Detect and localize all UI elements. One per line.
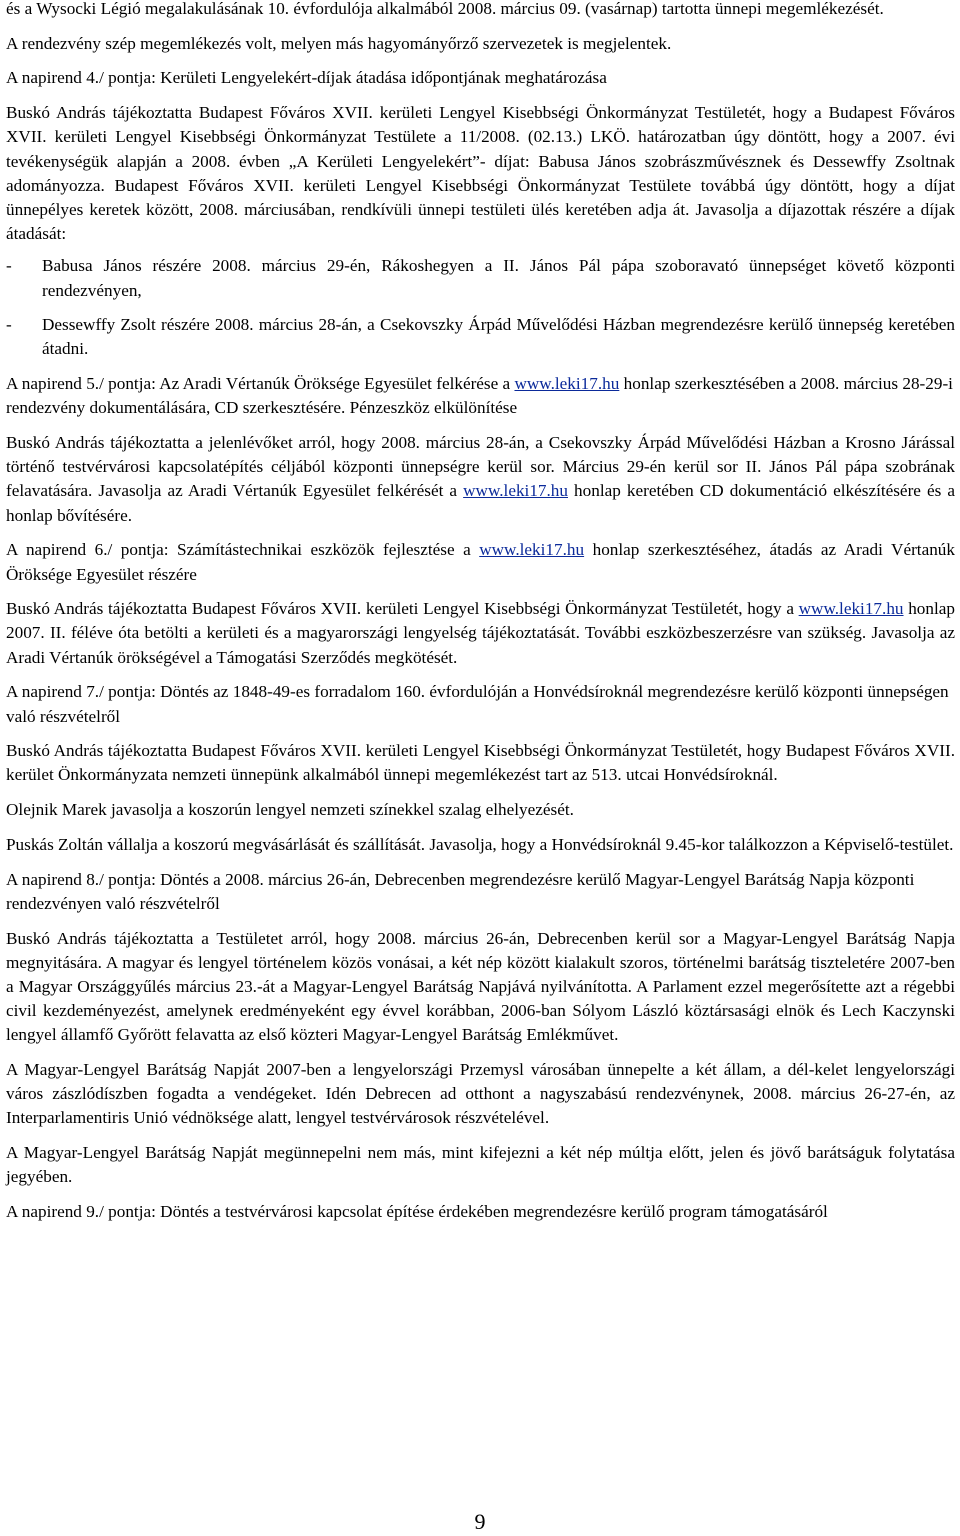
- agenda-item-4-heading: A napirend 4./ pontja: Kerületi Lengyelekért-díjak átadása időpontjának meghatározása: [6, 68, 607, 88]
- leki17-link[interactable]: www.leki17.hu: [514, 374, 620, 394]
- agenda-item-8-heading: A napirend 8./ pontja: Döntés a 2008. március 26-án, Debrecenben megrendezésre kerülő Magyar-Lengyel Barátság Napja központi rendezvényen való részvételről: [6, 869, 915, 913]
- list-item-text: Babusa János részére 2008. március 29-én, Rákoshegyen a II. János Pál pápa szoboravató ünnepséget követő központi rendezvényen,: [42, 256, 955, 300]
- paragraph-agenda-5-body: [6, 431, 955, 528]
- paragraph-wysocki: és a Wysocki Légió megalakulásának 10. évfordulója alkalmából 2008. március 09. (vasárnap) tartotta ünnepi megemlékezését.: [6, 0, 884, 18]
- document-page: [6, 0, 955, 1235]
- agenda-item-5-heading: [6, 372, 955, 420]
- page-number: 9: [474, 1509, 486, 1534]
- leki17-link[interactable]: www.leki17.hu: [798, 599, 904, 619]
- paragraph-olejnik: Olejnik Marek javasolja a koszorún lengyel nemzeti színekkel szalag elhelyezését.: [6, 800, 574, 820]
- leki17-link[interactable]: www.leki17.hu: [479, 540, 585, 560]
- text-segment: A napirend 5./ pontja: Az Aradi Vértanúk Öröksége Egyesület felkérése a: [6, 374, 515, 394]
- paragraph-rendezveny: A rendezvény szép megemlékezés volt, melyen más hagyományőrző szervezetek is megjelentek.: [6, 33, 672, 53]
- text-segment: honlap szerkesztéséhez, átadás az Aradi Vértanúk Öröksége Egyesület részére: [6, 540, 955, 584]
- list-dash: -: [6, 315, 12, 335]
- list-dash: -: [6, 256, 12, 276]
- agenda-item-6-heading: [6, 538, 955, 586]
- text-segment: A napirend 6./ pontja: Számítástechnikai eszközök fejlesztése a: [6, 540, 480, 560]
- text-segment: Buskó András tájékoztatta a jelenlévőket arról, hogy 2008. március 28-án, a Csekovszky Árpád Művelődési Házban a Krosno Járással történő testvérvárosi kapcsolatépítés céljából központi ünnepségre kerül sor. Március 29-én kerül sor II. János Pál pápa szobrának felavatására. Javasolja az Aradi Vértanúk Egyesület felkérését a: [6, 433, 955, 501]
- paragraph-przemysl: A Magyar-Lengyel Barátság Napját 2007-ben a lengyelországi Przemysl városában ünnepelte a két állam, a dél-kelet lengyelországi város zászlódíszben fogadta a vendégeket. Idén Debrecen ad otthont a nagyszabású rendezvénynek, 2008. március 26-27-én, az Interparlamentiris Unió védnöksége alatt, lengyel testvérvárosok részvételével.: [6, 1060, 955, 1128]
- paragraph-agenda-4-body: Buskó András tájékoztatta Budapest Főváros XVII. kerületi Lengyel Kisebbségi Önkormányzat Testületét, hogy a Budapest Főváros XVII. kerületi Lengyel Kisebbségi Önkormányzat Testülete a 11/2008. (02.13.) LKÖ. határozatban úgy döntött, hogy a 2007. évi tevékenységük alapján a 2008. évben „A Kerületi Lengyelekért”- díjat: Babusa János szobrászművésznek és Dessewffy Zsoltnak adományozza. Budapest Főváros XVII. kerületi Lengyel Kisebbségi Önkormányzat Testülete továbbá úgy döntött, hogy a díjat ünnepélyes keretek között, 2008. márciusában, rendkívüli ünnepi testületi ülés keretében adja át. Javasolja a díjazottak részére a díjak átadását:: [6, 103, 955, 244]
- agenda-item-7-heading: A napirend 7./ pontja: Döntés az 1848-49-es forradalom 160. évfordulóján a Honvédsíroknál megrendezésre kerülő központi ünnepségen való részvételről: [6, 682, 949, 726]
- text-segment: honlap keretében CD dokumentáció elkészítésére és a honlap bővítésére.: [6, 481, 955, 525]
- list-item-text: Dessewffy Zsolt részére 2008. március 28-án, a Csekovszky Árpád Művelődési Házban megrendezésre kerülő ünnepség keretében átadni.: [42, 315, 955, 359]
- text-segment: honlap 2007. II. féléve óta betölti a kerületi és a magyarországi lengyelség tájékoztatását. További eszközbeszerzésre van szükség. Javasolja az Aradi Vértanúk örökségével a Támogatási Szerződés megkötését.: [6, 599, 955, 667]
- paragraph-agenda-6-body: [6, 597, 955, 670]
- paragraph-agenda-7-body: Buskó András tájékoztatta Budapest Főváros XVII. kerületi Lengyel Kisebbségi Önkormányzat Testületét, hogy Budapest Főváros XVII. kerület Önkormányzata nemzeti ünnepünk alkalmából ünnepi megemlékezést tart az 513. utcai Honvédsíroknál.: [6, 741, 955, 785]
- text-segment: honlap szerkesztésében a 2008. március 28-29-i rendezvény dokumentálására, CD szerkesztésére. Pénzeszköz elkülönítése: [6, 374, 953, 418]
- paragraph-puskas: Puskás Zoltán vállalja a koszorú megvásárlását és szállítását. Javasolja, hogy a Honvédsíroknál 9.45-kor találkozzon a Képviselő-testület.: [6, 834, 954, 854]
- list-item: [6, 313, 955, 361]
- leki17-link[interactable]: www.leki17.hu: [463, 481, 568, 501]
- paragraph-agenda-8-body: Buskó András tájékoztatta a Testületet arról, hogy 2008. március 26-án, Debrecenben kerül sor a Magyar-Lengyel Barátság Napja megnyitására. A magyar és lengyel történelem közös vonásai, a két nép között kialakult szoros, történelmi barátság tiszteletére 2007-ben a Magyar Országgyűlés március 23.-át a Magyar-Lengyel Barátság Napjává nyilvánította. A Parlament ezzel megerősítette azt a régebbi civil kezdeményezést, amelynek eredményeként egy évvel korábban, 2006-ban Sólyom László köztársasági elnök és Lech Kaczynski lengyel államfő Győrött felavatta az első közteri Magyar-Lengyel Barátság Emlékművet.: [6, 928, 955, 1045]
- agenda-item-9-heading: A napirend 9./ pontja: Döntés a testvérvárosi kapcsolat építése érdekében megrendezésre kerülő program támogatásáról: [6, 1202, 828, 1222]
- paragraph-barátsag-napja: A Magyar-Lengyel Barátság Napját megünnepelni nem más, mint kifejezni a két nép múltja előtt, jelen és jövő barátságuk folytatása jegyében.: [6, 1143, 955, 1187]
- list-item: [6, 254, 955, 302]
- text-segment: Buskó András tájékoztatta Budapest Főváros XVII. kerületi Lengyel Kisebbségi Önkormányzat Testületét, hogy a: [6, 599, 799, 619]
